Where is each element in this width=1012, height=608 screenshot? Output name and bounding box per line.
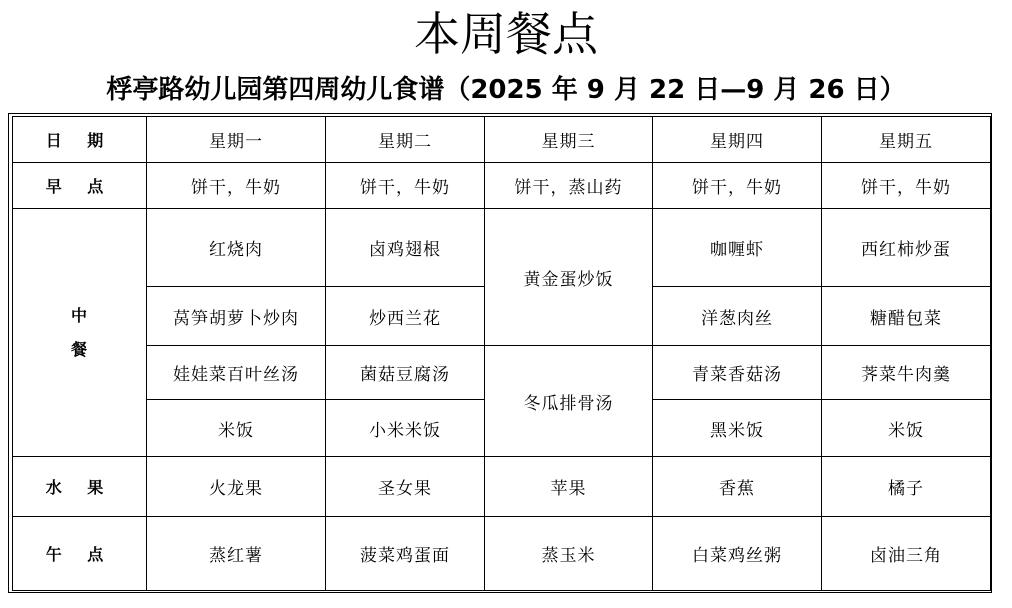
lunch-fri-4: 米饭	[822, 400, 991, 457]
fruit-tue: 圣女果	[326, 457, 485, 517]
day-header-mon: 星期一	[147, 117, 326, 163]
snack-fri: 卤油三角	[822, 517, 991, 591]
table-row-lunch-1	[13, 209, 991, 287]
snack-tue: 菠菜鸡蛋面	[326, 517, 485, 591]
fruit-thu: 香蕉	[653, 457, 822, 517]
lunch-label	[13, 209, 147, 457]
table-row-breakfast	[13, 163, 991, 209]
menu-table	[12, 116, 991, 591]
lunch-label-char-1: 中	[70, 305, 88, 325]
lunch-wed-2: 冬瓜排骨汤	[485, 346, 653, 457]
snack-label: 午 点	[13, 517, 147, 591]
snack-thu: 白菜鸡丝粥	[653, 517, 822, 591]
table-row-header	[13, 117, 991, 163]
lunch-fri-3: 荠菜牛肉羹	[822, 346, 991, 400]
day-header-wed: 星期三	[485, 117, 653, 163]
lunch-mon-2: 莴笋胡萝卜炒肉	[147, 287, 326, 346]
breakfast-label: 早 点	[13, 163, 147, 209]
lunch-thu-1: 咖喱虾	[653, 209, 822, 287]
table-row-fruit	[13, 457, 991, 517]
menu-subtitle: 桴亭路幼儿园第四周幼儿食谱（2025 年 9 月 22 日—9 月 26 日）	[106, 75, 906, 105]
snack-wed: 蒸玉米	[485, 517, 653, 591]
breakfast-fri: 饼干，牛奶	[822, 163, 991, 209]
lunch-thu-4: 黑米饭	[653, 400, 822, 457]
day-header-tue: 星期二	[326, 117, 485, 163]
lunch-tue-4: 小米米饭	[326, 400, 485, 457]
date-label: 日 期	[13, 117, 147, 163]
lunch-thu-2: 洋葱肉丝	[653, 287, 822, 346]
fruit-mon: 火龙果	[147, 457, 326, 517]
lunch-mon-1: 红烧肉	[147, 209, 326, 287]
lunch-tue-3: 菌菇豆腐汤	[326, 346, 485, 400]
fruit-fri: 橘子	[822, 457, 991, 517]
page-title: 本周餐点	[414, 7, 598, 61]
table-row-snack	[13, 517, 991, 591]
day-header-thu: 星期四	[653, 117, 822, 163]
lunch-label-char-2: 餐	[70, 339, 88, 359]
table-row-lunch-3	[13, 346, 991, 400]
lunch-tue-1: 卤鸡翅根	[326, 209, 485, 287]
breakfast-thu: 饼干，牛奶	[653, 163, 822, 209]
day-header-fri: 星期五	[822, 117, 991, 163]
lunch-fri-1: 西红柿炒蛋	[822, 209, 991, 287]
fruit-label: 水 果	[13, 457, 147, 517]
lunch-wed-1: 黄金蛋炒饭	[485, 209, 653, 346]
lunch-tue-2: 炒西兰花	[326, 287, 485, 346]
lunch-mon-4: 米饭	[147, 400, 326, 457]
lunch-thu-3: 青菜香菇汤	[653, 346, 822, 400]
lunch-fri-2: 糖醋包菜	[822, 287, 991, 346]
snack-mon: 蒸红薯	[147, 517, 326, 591]
lunch-mon-3: 娃娃菜百叶丝汤	[147, 346, 326, 400]
breakfast-wed: 饼干，蒸山药	[485, 163, 653, 209]
breakfast-mon: 饼干，牛奶	[147, 163, 326, 209]
fruit-wed: 苹果	[485, 457, 653, 517]
breakfast-tue: 饼干，牛奶	[326, 163, 485, 209]
